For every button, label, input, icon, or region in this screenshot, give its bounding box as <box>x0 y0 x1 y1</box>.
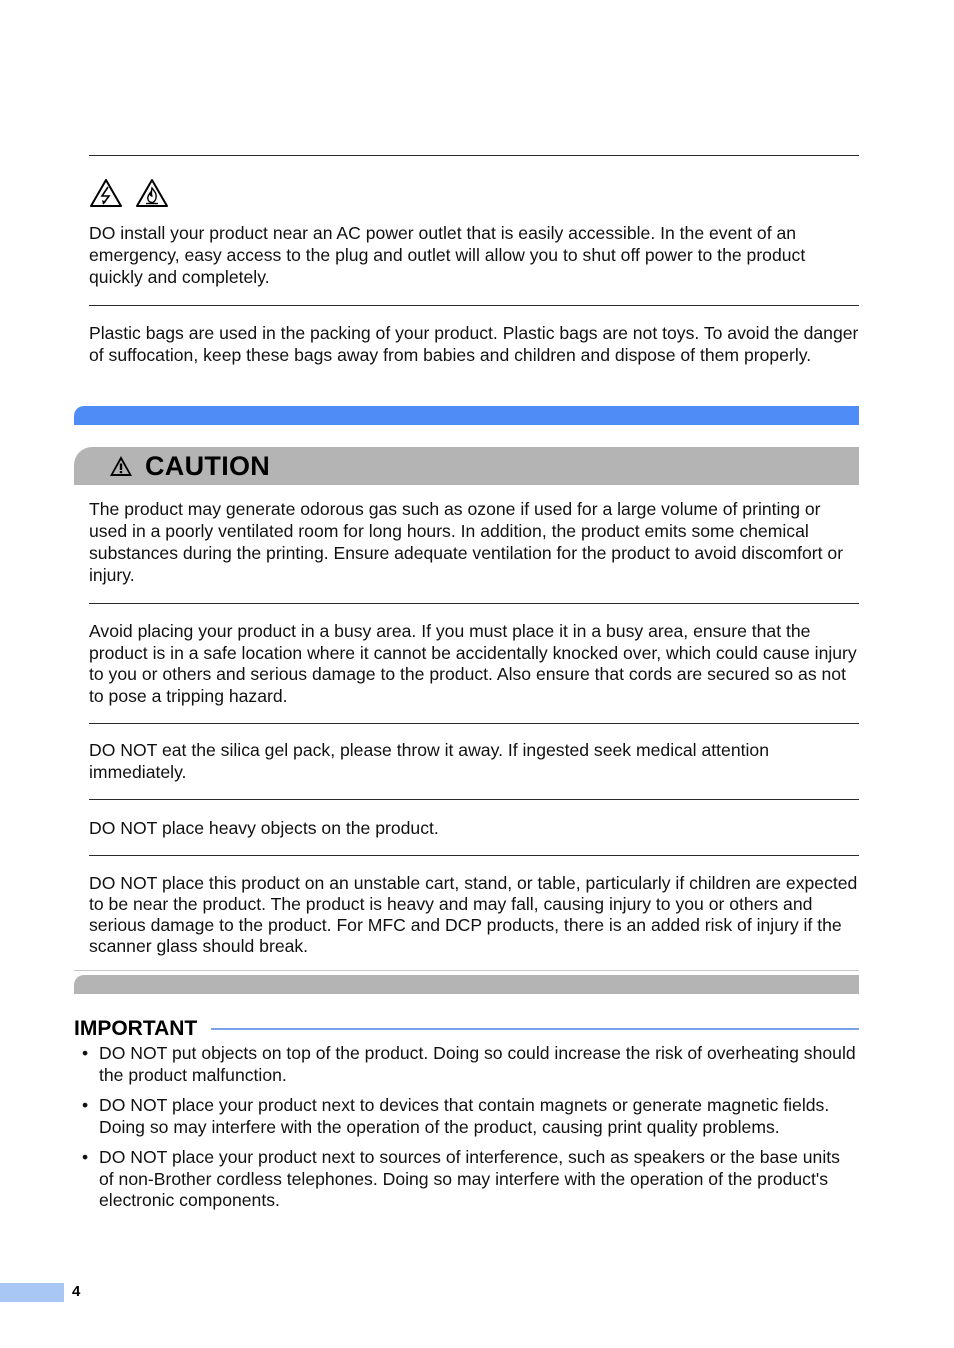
important-list <box>82 1043 859 1221</box>
section-divider <box>89 155 859 156</box>
caution-paragraph-heavy-objects: DO NOT place heavy objects on the product. <box>89 818 439 838</box>
list-item <box>82 1095 859 1138</box>
section-divider <box>89 305 859 306</box>
page-number: 4 <box>72 1283 81 1300</box>
section-divider <box>89 603 859 604</box>
caution-paragraph-busy-area: Avoid placing your product in a busy area. If you must place it in a busy area, ensure that the product is in a safe location where it cannot be accidentally knocked over, which could cause injury to you or others and serious damage to the product. Also ensure that cords are secured so as not to pose a tripping hazard. <box>89 621 857 706</box>
important-title: IMPORTANT <box>74 1017 198 1040</box>
caution-paragraph-ozone: The product may generate odorous gas such as ozone if used for a large volume of printing or used in a poorly ventilated room for long hours. In addition, the product emits some chemical substances during the printing. Ensure adequate ventilation for the product to avoid discomfort or injury. <box>89 499 844 585</box>
important-header <box>74 1016 859 1042</box>
hazard-icons <box>89 178 169 208</box>
caution-section-end-band <box>74 975 859 994</box>
section-divider <box>89 723 859 724</box>
caution-header <box>74 447 859 485</box>
bullet-icon: • <box>82 1147 89 1167</box>
list-item <box>82 1043 859 1086</box>
warning-paragraph-outlet: DO install your product near an AC power outlet that is easily accessible. In the event of an emergency, easy access to the plug and outlet will allow you to shut off power to the product quickly and completely. <box>89 223 806 287</box>
caution-paragraph-unstable-cart: DO NOT place this product on an unstable cart, stand, or table, particularly if children are expected to be near the product. The product is heavy and may fall, causing injury to you or others and serious damage to the product. For MFC and DCP products, there is an added risk of injury if the scanner glass should break. <box>89 873 858 956</box>
warning-paragraph-plastic-bags: Plastic bags are used in the packing of your product. Plastic bags are not toys. To avoid the danger of suffocation, keep these bags away from babies and children and dispose of them properly. <box>89 323 859 365</box>
page-tab-marker <box>0 1283 64 1302</box>
important-divider <box>211 1028 859 1030</box>
caution-end-line <box>74 970 859 971</box>
list-item <box>82 1147 859 1212</box>
warning-triangle-icon <box>109 455 133 477</box>
list-item-text: DO NOT place your product next to sources of interference, such as speakers or the base units of non-Brother cordless telephones. Doing so may interfere with the operation of the product's electronic components. <box>99 1147 840 1210</box>
section-divider <box>89 799 859 800</box>
section-divider <box>89 855 859 856</box>
caution-title: CAUTION <box>145 451 271 481</box>
bullet-icon: • <box>82 1095 89 1115</box>
list-item-text: DO NOT place your product next to devices that contain magnets or generate magnetic fields. Doing so may interfere with the operation of the product, causing print quality problems. <box>99 1095 830 1137</box>
caution-paragraph-silica-gel: DO NOT eat the silica gel pack, please throw it away. If ingested seek medical attention immediately. <box>89 740 769 782</box>
warning-section-end-band <box>74 406 859 425</box>
list-item-text: DO NOT put objects on top of the product. Doing so could increase the risk of overheating should the product malfunction. <box>99 1043 856 1085</box>
fire-hazard-icon <box>135 178 169 208</box>
electrical-hazard-icon <box>89 178 123 208</box>
bullet-icon: • <box>82 1043 89 1063</box>
